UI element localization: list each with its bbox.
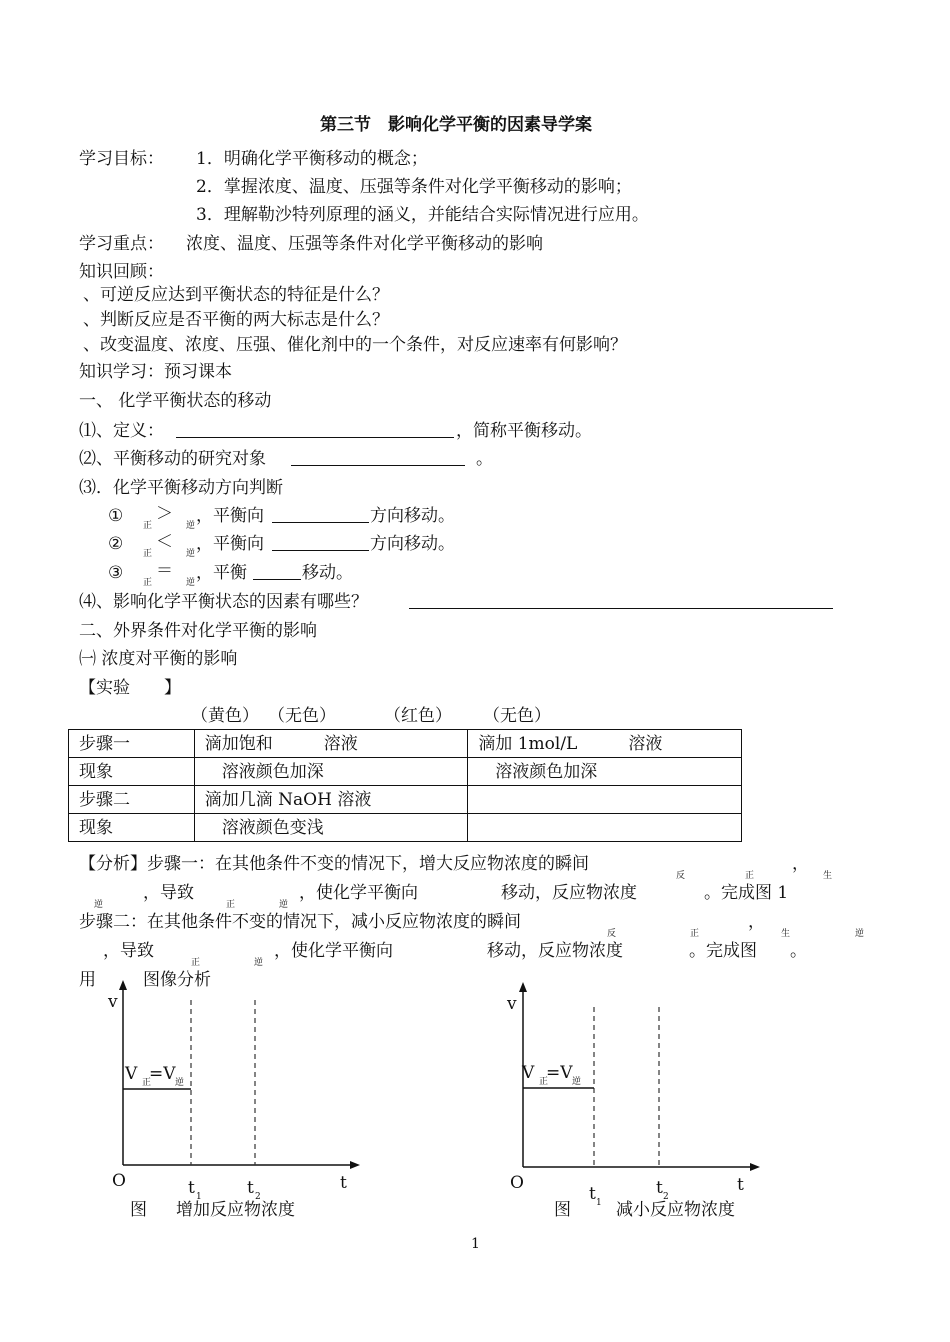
graph1-v-label: v	[108, 992, 118, 1012]
sub-zheng: 正	[690, 929, 700, 939]
sub-ni: 逆	[572, 1077, 582, 1087]
sub-sheng: 生	[781, 929, 791, 939]
sub-ni: 逆	[254, 958, 264, 968]
case1-blank[interactable]	[272, 506, 369, 523]
analysis-line2c: 移动，反应物浓度	[501, 883, 637, 903]
factors-blank[interactable]	[409, 592, 833, 609]
table-cell: 溶液颜色加深	[194, 758, 468, 786]
sub-zheng: 正	[539, 1077, 549, 1087]
graph2-t2-sub: 2	[663, 1192, 669, 1202]
sub-ni: 逆	[175, 1078, 185, 1088]
table-row	[69, 730, 742, 758]
objective-item: 1．明确化学平衡移动的概念；	[196, 149, 428, 169]
sub-fan: 反	[676, 871, 686, 881]
case3-mid: ，平衡	[196, 563, 247, 583]
y-axis-arrow	[519, 982, 527, 992]
case1-operator: ＞	[156, 504, 173, 524]
analysis-line5a: 用	[79, 970, 96, 990]
case3-number: ③	[108, 563, 124, 583]
table-cell: 滴加饱和 溶液	[194, 730, 468, 758]
section1-heading: 一、 化学平衡状态的移动	[79, 391, 272, 411]
table-cell: 溶液颜色加深	[468, 758, 742, 786]
color-label: （黄色）	[191, 706, 259, 726]
experiment-label: 【实验 】	[79, 678, 181, 698]
graph1-eq-rest: =V	[149, 1064, 176, 1084]
review-item: 、可逆反应达到平衡状态的特征是什么？	[83, 285, 389, 305]
analysis-line4d: 。完成图	[689, 941, 757, 961]
review-item: 、判断反应是否平衡的两大标志是什么？	[83, 310, 389, 330]
q2-prefix: ⑵、平衡移动的研究对象	[79, 449, 266, 469]
table-cell	[468, 814, 742, 842]
table-cell: 滴加 1mol/L 溶液	[468, 730, 742, 758]
case2-number: ②	[108, 534, 124, 554]
experiment-table	[68, 729, 742, 842]
graph-2	[500, 977, 770, 1227]
analysis-line4b: ，使化学平衡向	[274, 941, 393, 961]
section2-sub1: ㈠ 浓度对平衡的影响	[79, 649, 238, 669]
case2-operator: ＜	[156, 532, 173, 552]
case3-post: 移动。	[302, 563, 353, 583]
sub-ni: 逆	[186, 549, 196, 559]
section2-heading: 二、外界条件对化学平衡的影响	[79, 621, 317, 641]
x-axis-arrow	[350, 1161, 360, 1169]
sub-ni: 逆	[855, 929, 865, 939]
sub-ni: 逆	[186, 578, 196, 588]
analysis-line2a: ，导致	[143, 883, 194, 903]
objectives-label: 学习目标：	[79, 149, 164, 169]
sub-zheng: 正	[143, 521, 153, 531]
x-axis-arrow	[750, 1163, 760, 1171]
q4-question: ⑷、影响化学平衡状态的因素有哪些？	[79, 592, 368, 612]
graph1-t1: t	[188, 1178, 195, 1198]
analysis-line4e: 。	[790, 941, 807, 961]
analysis-line5b: 图像分析	[143, 970, 211, 990]
analysis-comma: ，	[748, 912, 765, 932]
analysis-line4c: 移动，反应物浓度	[487, 941, 623, 961]
graph2-t1-sub: 1	[596, 1198, 602, 1208]
key-points-label: 学习重点：	[79, 234, 164, 254]
table-cell: 现象	[69, 814, 195, 842]
page-number: 1	[471, 1236, 480, 1252]
table-cell	[468, 786, 742, 814]
table-cell: 步骤二	[69, 786, 195, 814]
definition-blank[interactable]	[176, 421, 454, 438]
analysis-line2d: 。完成图 1	[704, 883, 789, 903]
table-cell: 滴加几滴 NaOH 溶液	[194, 786, 468, 814]
graph1-t1-sub: 1	[196, 1192, 202, 1202]
objective-item: 3．理解勒沙特列原理的涵义，并能结合实际情况进行应用。	[196, 205, 649, 225]
sub-ni: 逆	[186, 521, 196, 531]
sub-zheng: 正	[142, 1078, 152, 1088]
q2-suffix: 。	[476, 449, 493, 469]
objective-item: 2．掌握浓度、温度、压强等条件对化学平衡移动的影响；	[196, 177, 632, 197]
graph1-t2-sub: 2	[255, 1192, 261, 1202]
table-row	[69, 786, 742, 814]
graph1-eq-v: V	[125, 1064, 138, 1084]
review-item: 、改变温度、浓度、压强、催化剂中的一个条件，对反应速率有何影响？	[83, 335, 627, 355]
graph1-origin: O	[112, 1171, 126, 1191]
table-row	[69, 814, 742, 842]
graph2-caption-fig: 图	[554, 1200, 571, 1220]
table-row	[69, 758, 742, 786]
graph2-eq-rest: =V	[546, 1063, 573, 1083]
table-cell: 步骤一	[69, 730, 195, 758]
graph1-t2: t	[247, 1178, 254, 1198]
case2-post: 方向移动。	[370, 534, 455, 554]
y-axis-arrow	[119, 980, 127, 990]
graph2-origin: O	[510, 1173, 524, 1193]
research-object-blank[interactable]	[291, 449, 465, 466]
table-cell: 现象	[69, 758, 195, 786]
graph1-caption: 增加反应物浓度	[176, 1200, 295, 1220]
sub-ni: 逆	[279, 900, 289, 910]
page-title: 第三节 影响化学平衡的因素导学案	[320, 115, 592, 135]
q3-heading: ⑶．化学平衡移动方向判断	[79, 478, 283, 498]
case2-mid: ，平衡向	[196, 534, 264, 554]
case1-number: ①	[108, 506, 124, 526]
key-points-text: 浓度、温度、压强等条件对化学平衡移动的影响	[186, 234, 543, 254]
color-label: （无色）	[483, 706, 551, 726]
q1-suffix: ，简称平衡移动。	[456, 421, 592, 441]
review-label: 知识回顾：	[79, 262, 164, 282]
analysis-line1: 【分析】步骤一：在其他条件不变的情况下，增大反应物浓度的瞬间	[79, 854, 589, 874]
sub-zheng: 正	[143, 578, 153, 588]
graph2-v-label: v	[507, 994, 517, 1014]
sub-zheng: 正	[191, 958, 201, 968]
graph1-caption-fig: 图	[130, 1200, 147, 1220]
case3-operator: ＝	[156, 561, 173, 581]
case1-mid: ，平衡向	[196, 506, 264, 526]
graph2-t2: t	[656, 1178, 663, 1198]
q1-prefix: ⑴、定义：	[79, 421, 164, 441]
analysis-comma: ，	[792, 854, 809, 874]
graph2-eq-v: V	[522, 1063, 535, 1083]
sub-fan: 反	[607, 929, 617, 939]
graph-1	[100, 975, 370, 1225]
color-label: （红色）	[384, 706, 452, 726]
graph1-t-label: t	[340, 1173, 347, 1193]
case2-blank[interactable]	[272, 534, 369, 551]
case3-blank[interactable]	[253, 563, 301, 580]
sub-zheng: 正	[745, 871, 755, 881]
color-label: （无色）	[268, 706, 336, 726]
case1-post: 方向移动。	[370, 506, 455, 526]
sub-zheng: 正	[143, 549, 153, 559]
analysis-line4a: ，导致	[103, 941, 154, 961]
analysis-line2b: ，使化学平衡向	[299, 883, 418, 903]
sub-sheng: 生	[823, 871, 833, 881]
study-label: 知识学习：预习课本	[79, 362, 232, 382]
analysis-line3: 步骤二：在其他条件不变的情况下，减小反应物浓度的瞬间	[79, 912, 521, 932]
graph2-t-label: t	[737, 1175, 744, 1195]
sub-zheng: 正	[226, 900, 236, 910]
table-cell: 溶液颜色变浅	[194, 814, 468, 842]
graph2-t1: t	[589, 1184, 596, 1204]
graph2-caption: 减小反应物浓度	[616, 1200, 735, 1220]
sub-ni: 逆	[94, 900, 104, 910]
